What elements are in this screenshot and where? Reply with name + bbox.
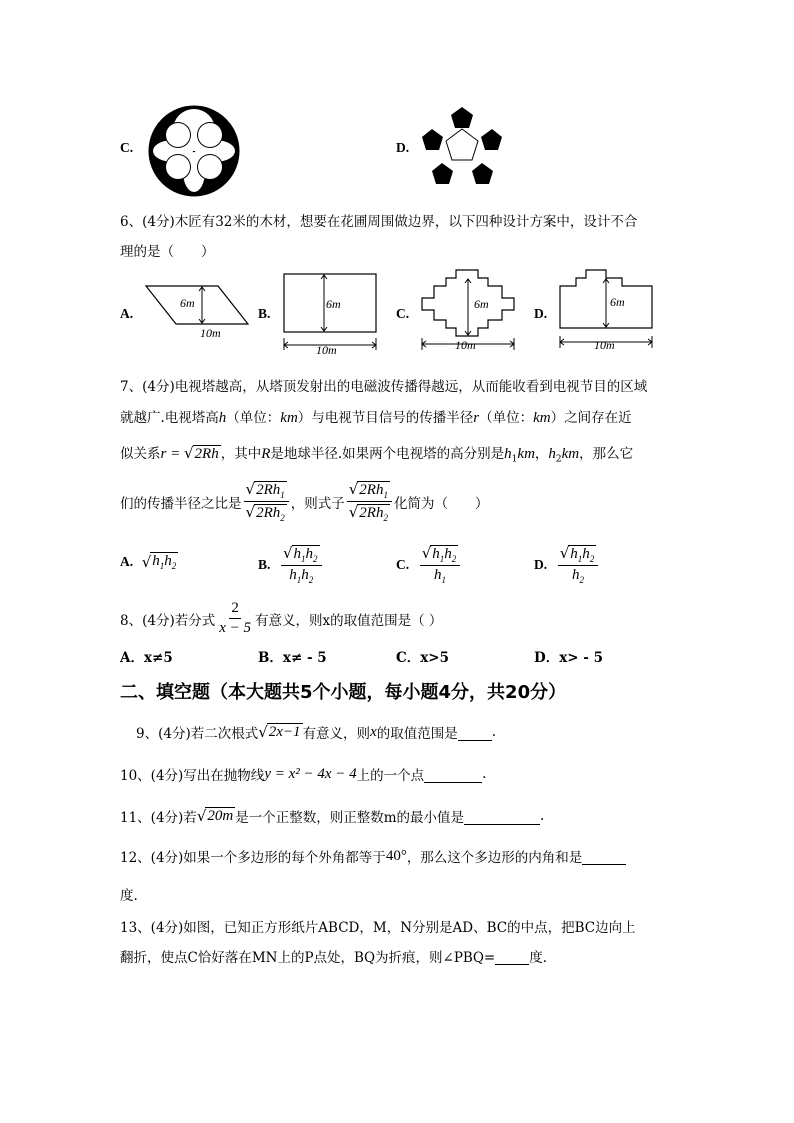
four-petal-circle-figure — [148, 105, 240, 197]
q6-d-width-label: 10m — [594, 338, 615, 352]
q7-unit-km-2: km — [533, 410, 551, 426]
q7-unit-km-4: km — [561, 446, 580, 462]
q6-d-height-label: 6m — [610, 295, 625, 309]
q10 — [120, 764, 486, 784]
q11: 11、(4分)若 √ 20m 是一个正整数，则正整数m的最小值是 . — [120, 807, 545, 826]
q9-text-c: 的取值范围是 — [376, 726, 458, 742]
q9-var-x: x — [370, 723, 377, 740]
q9-answer-blank[interactable] — [458, 724, 492, 741]
q8-option-b: B．x≠ - 5 — [258, 650, 327, 666]
q6-a-width-label: 10m — [200, 326, 221, 340]
q6-option-c-label: C. — [396, 306, 410, 321]
q7-var-R: R — [261, 446, 271, 462]
q7-line3-text-a: 似关系 — [120, 446, 161, 462]
q7-line4-text-c: 化简为（ ） — [393, 495, 489, 512]
q8-stem — [120, 600, 442, 637]
q7-formula-r: r = — [160, 446, 184, 462]
q7-option-a-label: A. — [120, 553, 134, 569]
q7-option-b: B. $\frac{√h_1h_2}{h_1h_2}$ — [258, 544, 324, 585]
q7-option-c-label: C. — [396, 556, 410, 572]
q6-c-height-label: 6m — [474, 297, 489, 311]
q13-text-a: 翻折，使点C恰好落在MN上的P点处，BQ为折痕，则∠PBQ= — [120, 950, 496, 966]
q7-option-b-label: B. — [258, 556, 271, 572]
q7-line2 — [120, 406, 632, 427]
q6-b-width-label: 10m — [316, 343, 337, 357]
q9: 9、(4分)若二次根式 √ 2x−1 有意义，则 x 的取值范围是 . — [136, 723, 497, 742]
q12-text-a: 12、(4分)如果一个多边形的每个外角都等于 — [120, 850, 386, 866]
q6-option-b-label: B. — [258, 306, 271, 321]
q8-frac-num: 2 — [229, 600, 241, 619]
q13-line2 — [120, 946, 547, 966]
q7-h2-sub: 2 — [555, 454, 562, 465]
q7-frac-num-sub: 1 — [280, 490, 285, 500]
q7-option-d: D. $\frac{√h_1h_2}{h_2}$ — [534, 544, 600, 585]
q12-angle: 40° — [385, 847, 407, 864]
q8-frac-den: x − 5 — [219, 620, 251, 636]
q7-line4-text-a: 们的传播半径之比是 — [120, 495, 242, 512]
q6-option-d-label: D. — [534, 306, 548, 321]
q13-text-b: 度. — [529, 950, 548, 966]
q8-fraction — [217, 600, 253, 637]
q11-end: . — [540, 808, 545, 824]
q6-option-a-label: A. — [120, 306, 134, 321]
q11-answer-blank[interactable] — [464, 808, 540, 825]
q7-expr-num-sub: 1 — [383, 490, 388, 500]
q7-line3-text-d: ， — [534, 446, 549, 462]
q7-line2-text-c: ）与电视节目信号的传播半径 — [297, 410, 474, 426]
q7-var-h2: h — [548, 446, 556, 462]
section-2-title: 二、填空题（本大题共5个小题，每小题4分，共20分） — [120, 682, 567, 703]
q7-line2-text-e: ）之间存在近 — [550, 410, 632, 426]
q11-radicand: 20m — [207, 808, 234, 824]
q6-stem-line2: 理的是（ ） — [120, 244, 215, 260]
q6-b-height-label: 6m — [326, 297, 341, 311]
q7-expr-den-sub: 2 — [383, 513, 388, 523]
q9-text-a: 9、(4分)若二次根式 — [136, 726, 259, 742]
q7-h1-sub: 1 — [511, 454, 518, 465]
q7-line3 — [120, 442, 633, 465]
q7-expr-num: 2Rh — [359, 482, 384, 498]
q7-ratio-fraction: $\frac{√2Rh_1}{√2Rh_2}$ — [244, 480, 289, 523]
q11-text-a: 11、(4分)若 — [120, 810, 197, 826]
pentagon-ring-figure — [420, 105, 504, 191]
q7-line4 — [120, 480, 488, 523]
option-c-label: C. — [120, 140, 134, 155]
q10-text-b: 上的一个点 — [356, 768, 425, 784]
q7-expression-fraction: $\frac{√2Rh_1}{√2Rh_2}$ — [347, 480, 392, 523]
q8-option-a: A．x≠5 — [120, 650, 173, 666]
q9-end: . — [491, 724, 497, 740]
q7-unit-km-3: km — [517, 446, 535, 462]
option-d-label: D. — [396, 140, 410, 155]
q6-c-width-label: 10m — [455, 338, 476, 352]
q10-text-a: 10、(4分)写出在抛物线 — [120, 768, 265, 784]
q10-answer-blank[interactable] — [424, 766, 482, 783]
q8-option-c: C．x>5 — [396, 650, 449, 666]
q7-radicand: 2Rh — [194, 446, 219, 462]
q7-var-h1: h — [504, 446, 512, 462]
q7-line3-text-c: 是地球半径.如果两个电视塔的高分别是 — [270, 446, 505, 462]
q8-stem-b: 有意义，则x的取值范围是（ ） — [255, 612, 443, 629]
q7-frac-den: 2Rh — [256, 505, 281, 521]
q7-frac-num: 2Rh — [256, 482, 281, 498]
q7-line1: 7、(4分)电视塔越高，从塔顶发射出的电磁波传播得越远，从而能收看到电视节目的区域 — [120, 379, 648, 395]
q7-line2-text-b: （单位： — [226, 410, 281, 426]
q12-text-b: ，那么这个多边形的内角和是 — [406, 850, 583, 866]
q12 — [120, 846, 626, 866]
q8-stem-a: 8、(4分)若分式 — [120, 612, 216, 629]
sqrt-symbol: √ — [183, 444, 194, 462]
q7-frac-den-sub: 2 — [280, 513, 285, 523]
q12-line2: 度. — [120, 888, 138, 904]
q13-answer-blank[interactable] — [495, 948, 529, 965]
q10-formula: y = x² − 4x − 4 — [264, 765, 357, 782]
q6-a-height-label: 6m — [180, 296, 195, 310]
q7-var-r: r — [473, 410, 480, 426]
q7-option-a: A. √ $h_1h_2$ — [120, 552, 177, 571]
q7-line4-text-b: ，则式子 — [290, 495, 345, 512]
q10-end: . — [482, 766, 487, 782]
q7-option-c: C. $\frac{√h_1h_2}{h_1}$ — [396, 544, 462, 585]
q7-expr-den: 2Rh — [359, 505, 384, 521]
q11-text-b: 是一个正整数，则正整数m的最小值是 — [235, 810, 465, 826]
q7-var-h: h — [218, 410, 227, 426]
q9-text-b: 有意义，则 — [302, 726, 371, 742]
q7-line3-text-e: ，那么它 — [579, 446, 634, 462]
q7-line2-text-d: （单位： — [479, 410, 534, 426]
q6-parallelogram-figure — [140, 280, 252, 342]
q7-option-d-label: D. — [534, 556, 548, 572]
q7-unit-km: km — [280, 410, 298, 426]
q13-line1: 13、(4分)如图，已知正方形纸片ABCD，M，N分别是AD、BC的中点，把BC边向上 — [120, 920, 636, 936]
q6-stem-line1: 6、(4分)木匠有32米的木材，想要在花圃周围做边界，以下四种设计方案中，设计不合 — [120, 214, 638, 230]
q8-option-d: D．x> - 5 — [534, 650, 603, 666]
q9-radicand: 2x−1 — [268, 724, 301, 740]
q7-line3-text-b: ，其中 — [220, 446, 262, 462]
q7-line2-text-a: 就越广.电视塔高 — [120, 410, 219, 426]
q12-answer-blank[interactable] — [582, 848, 626, 865]
